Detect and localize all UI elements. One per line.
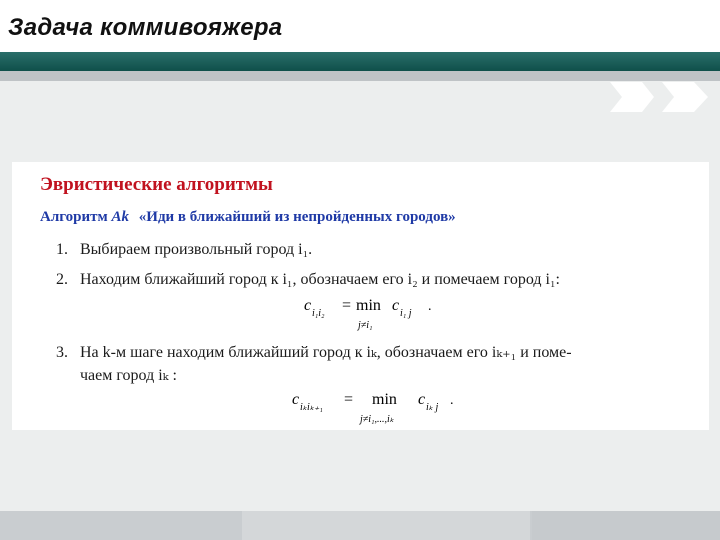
formula-1-lhs-sub: i₁i₂ xyxy=(312,308,325,319)
formula-1-min: min xyxy=(356,297,381,314)
formula-1 xyxy=(300,292,450,334)
formula-1-eq: = xyxy=(342,297,352,314)
chevron-right-icon xyxy=(610,82,654,112)
step-text: Выбираем произвольный город i₁. xyxy=(80,241,313,258)
algorithm-prefix: Алгоритм xyxy=(40,209,108,225)
formula-2-lhs: c xyxy=(292,391,300,408)
step-text: Находим ближайший город к i₁, обозначаем его i₂ и помечаем город i₁: xyxy=(80,271,560,288)
formula-2-rhs: c xyxy=(418,391,426,408)
formula-1-end: . xyxy=(428,299,432,314)
step-1 xyxy=(56,239,312,261)
formula-2-rhs-sub: iₖ j xyxy=(426,402,439,413)
step-3-continuation: чаем город iₖ : xyxy=(80,367,177,384)
formula-2-eq: = xyxy=(344,391,354,408)
header-bar xyxy=(0,52,720,71)
formula-1-rhs-sub: i₁ j xyxy=(400,308,412,319)
footer-segment xyxy=(0,511,240,540)
footer-segment xyxy=(532,511,720,540)
footer-segment xyxy=(242,511,530,540)
formula-2-min: min xyxy=(372,391,397,408)
step-2 xyxy=(56,269,560,291)
algorithm-name: Ak xyxy=(111,209,130,225)
formula-2-min-sub: j≠i₁,...,iₖ xyxy=(360,414,395,425)
algorithm-quote: «Иди в ближайший из непройденных городов» xyxy=(138,209,456,225)
formula-2 xyxy=(288,384,488,428)
formula-1-rhs: c xyxy=(392,297,400,314)
footer-strip xyxy=(0,511,720,540)
step-text: На k-м шаге находим ближайший город к iₖ, обозначаем его iₖ₊₁ и поме- xyxy=(80,344,572,361)
chevrons-decoration xyxy=(608,80,712,114)
algorithm-title xyxy=(40,209,456,226)
step-number: 1. xyxy=(56,241,68,258)
step-number: 2. xyxy=(56,271,68,288)
formula-1-min-sub: j≠i₁ xyxy=(358,320,373,331)
formula-2-lhs-sub: iₖiₖ₊₁ xyxy=(300,402,323,413)
content-card xyxy=(12,162,709,430)
step-number: 3. xyxy=(56,344,68,361)
slide-title: Задача коммивояжера xyxy=(8,14,283,41)
chevron-right-icon xyxy=(662,82,708,112)
formula-1-lhs: c xyxy=(304,297,312,314)
section-heading: Эвристические алгоритмы xyxy=(40,174,273,195)
step-3 xyxy=(56,342,572,364)
formula-2-end: . xyxy=(450,393,454,408)
